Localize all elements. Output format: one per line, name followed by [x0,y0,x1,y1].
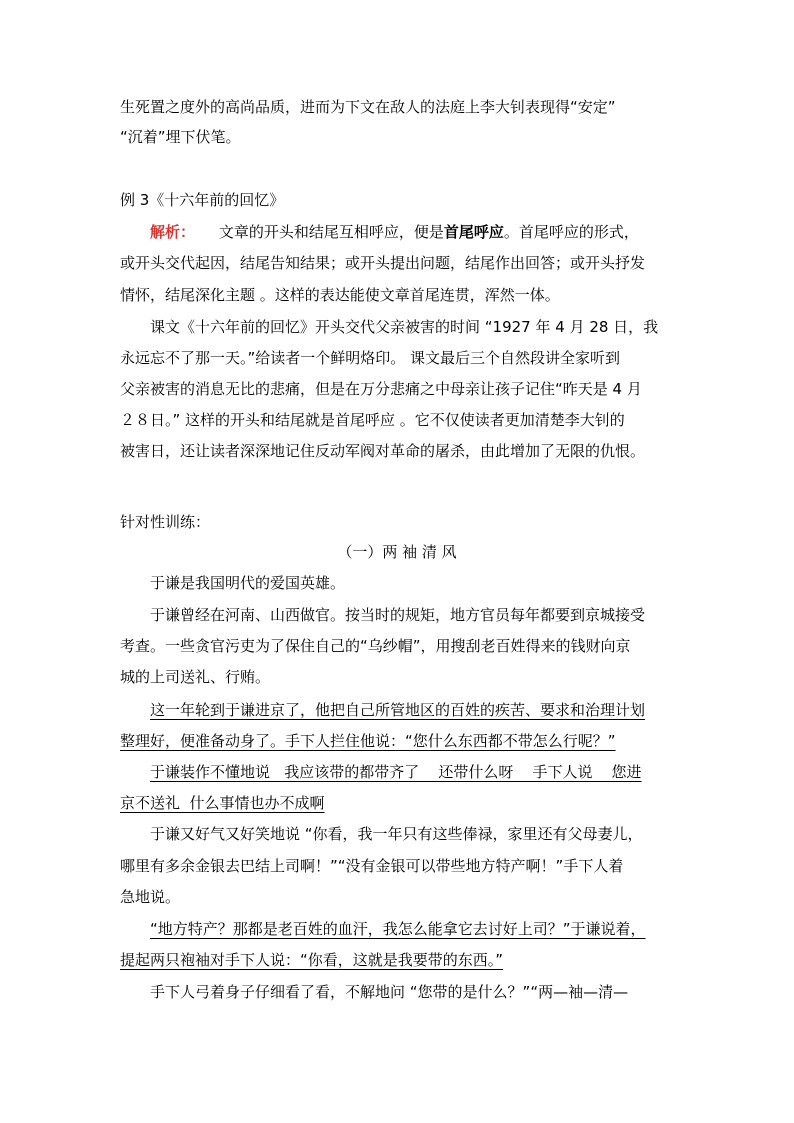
practice-heading: 针对性训练： [120,513,211,531]
underlined-line: 提起两只袍袖对手下人说：“你看，这就是我要带的东西。” [120,951,504,969]
text-line: 手下人弓着身子仔细看了看，不解地问 “您带的是什么？”“两—袖—清— [150,983,629,1001]
analysis-label: 解析： [150,223,196,241]
text-line: ２８日。” 这样的开头和结尾就是首尾呼应 。它不仅使读者更加清楚李大钊的 [120,411,625,429]
text-line: 被害日，还让读者深深地记住反动军阀对革命的屠杀，由此增加了无限的仇恨。 [120,442,646,460]
text-line: 父亲被害的消息无比的悲痛，但是在万分悲痛之中母亲让孩子记住“昨天是 4 月 [120,380,642,398]
underlined-line: 整理好，便准备动身了。手下人拦住他说：“您什么东西都不带怎么行呢？” [120,732,616,750]
text-line: 或开头交代起因，结尾告知结果；或开头提出问题，结尾作出回答；或开头抒发 [120,254,646,272]
text-line: 情怀，结尾深化主题 。这样的表达能使文章首尾连贯，浑然一体。 [120,286,560,304]
text-line: 生死置之度外的高尚品质，进而为下文在敌人的法庭上李大钊表现得“安定” [120,98,616,116]
underlined-line: 这一年轮到于谦进京了，他把自己所管地区的百姓的疾苦、要求和治理计划 [150,701,646,719]
underlined-line: “地方特产？那都是老百姓的血汗，我怎么能拿它去讨好上司？”于谦说着， [150,920,646,938]
underlined-line: 京不送礼 什么事情也办不成啊 [120,794,325,812]
passage-title: （一）两 袖 清 风 [337,543,457,561]
text-line: 哪里有多余金银去巴结上司啊！”“没有金银可以带些地方特产啊！”手下人着 [120,857,624,875]
text-span: 文章的开头和结尾互相呼应，便是 [195,223,444,241]
text-line: 于谦是我国明代的爱国英雄。 [150,574,346,592]
text-line: 考查。一些贪官污吏为了保住自己的“乌纱帽”，用搜刮老百姓得来的钱财向京 [120,637,631,655]
text-line: 永远忘不了那一天。”给读者一个鲜明烙印。 课文最后三个自然段讲全家听到 [120,349,621,367]
text-span: 。首尾呼应的形式， [503,223,639,241]
key-term: 首尾呼应 [443,223,504,241]
analysis-line [150,222,639,242]
text-line: 急地说。 [120,888,181,906]
text-line: 城的上司送礼、行贿。 [120,668,271,686]
text-line: 于谦曾经在河南、山西做官。按当时的规矩，地方官员每年都要到京城接受 [150,606,646,624]
text-line: “沉着”埋下伏笔。 [120,128,241,146]
text-line: 课文《十六年前的回忆》开头交代父亲被害的时间 “1927 年 4 月 28 日，我 [150,318,659,336]
example-heading: 例 3《十六年前的回忆》 [120,191,285,209]
text-line: 于谦又好气又好笑地说 “你看，我一年只有这些俸禄，家里还有父母妻儿， [150,825,643,843]
underlined-line: 于谦装作不懂地说 我应该带的都带齐了 还带什么呀 手下人说 您进 [150,763,642,781]
